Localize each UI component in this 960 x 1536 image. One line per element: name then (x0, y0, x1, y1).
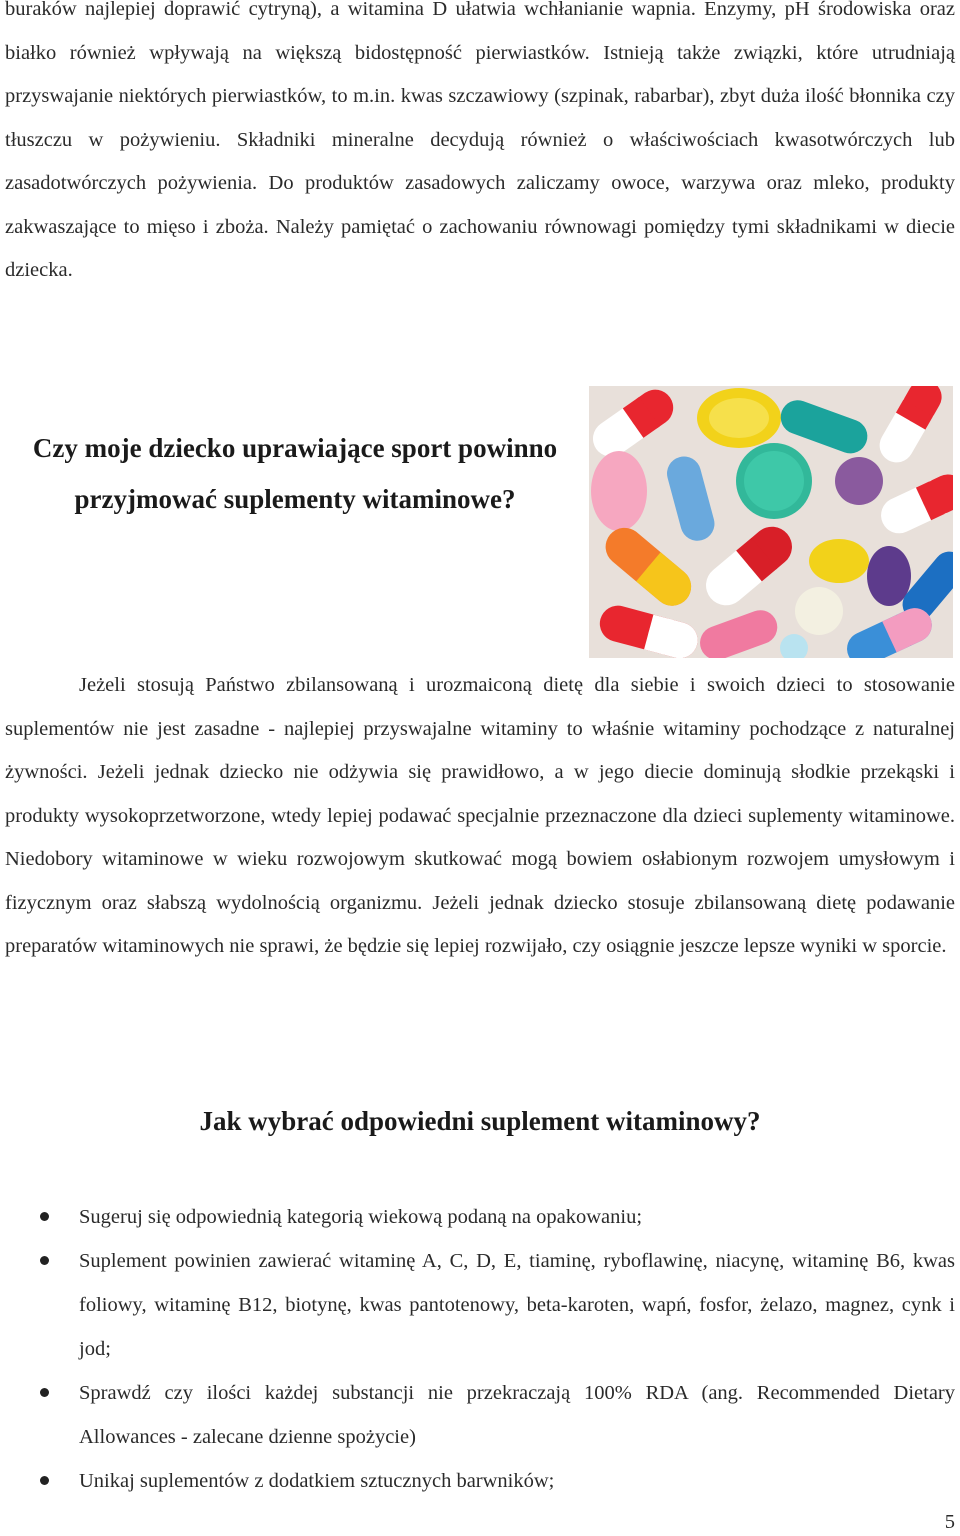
list-item-text: Sugeruj się odpowiednią kategorią wiekową podaną na opakowaniu; (79, 1206, 643, 1228)
section-heading-choose-supplement: Jak wybrać odpowiedni suplement witaminowy? (199, 1106, 761, 1136)
list-item (0, 1195, 955, 1239)
intro-paragraph: buraków najlepiej doprawić cytryną), a witamina D ułatwia wchłanianie wapnia. Enzymy, pH środowiska oraz białko również wpływają na większą bidostępność pierwiastków. Istnieją także związki, które utrudniają przyswajanie niektórych pierwiastków, to m.in. kwas szczawiowy (szpinak, rabarbar), zbyt duża ilość błonnika czy tłuszczu w pożywieniu. Składniki mineralne decydują również o właściwościach kwasotwórczych lub zasadotwórczych pożywienia. Do produktów zasadowych zaliczamy owoce, warzywa oraz mleko, produkty zakwaszające to mięso i zboża. Należy pamiętać o zachowaniu równowagi pomiędzy tymi składnikami w diecie dziecka. (5, 0, 955, 281)
bullet-icon (40, 1476, 49, 1485)
section-body-supplements: Jeżeli stosują Państwo zbilansowaną i urozmaiconą dietę dla siebie i swoich dzieci to stosowanie suplementów nie jest zasadne - najlepiej przyswajalne witaminy to właśnie witaminy pochodzące z naturalnej żywności. Jeżeli jednak dziecko nie odżywia się prawidłowo, a w jego diecie dominują słodkie przekąski i produkty wysokoprzetworzone, wtedy lepiej podawać specjalnie przeznaczone dla dzieci suplementy witaminowe. Niedobory witaminowe w wieku rozwojowym skutkować mogą bowiem osłabionym rozwojem umysłowym i fizycznym oraz słabszą wydolnością organizmu. Jeżeli jednak dziecko stosuje zbilansowaną dietę podawanie preparatów witaminowych nie sprawi, że będzie się lepiej rozwijało, czy osiągnie jeszcze lepsze wyniki w sporcie. (5, 674, 955, 957)
supplement-tips-list (0, 1195, 955, 1503)
list-item (0, 1371, 955, 1459)
bullet-icon (40, 1212, 49, 1221)
bullet-icon (40, 1256, 49, 1265)
list-item-text: Sprawdź czy ilości każdej substancji nie przekraczają 100% RDA (ang. Recommended Dietary Allowances - zalecane dzienne spożycie) (79, 1382, 955, 1448)
bullet-icon (40, 1388, 49, 1397)
list-item-text: Unikaj suplementów z dodatkiem sztucznych barwników; (79, 1470, 555, 1492)
list-item (0, 1239, 955, 1371)
list-item-text: Suplement powinien zawierać witaminę A, C, D, E, tiaminę, ryboflawinę, niacynę, witaminę B6, kwas foliowy, witaminę B12, biotynę, kwas pantotenowy, beta-karoten, wapń, fosfor, żelazo, magnez, cynk i jod; (79, 1250, 955, 1360)
pills-photo (589, 386, 953, 658)
section-heading-supplements: Czy moje dziecko uprawiające sport powinno przyjmować suplementy witaminowe? (32, 433, 558, 514)
page-number: 5 (944, 1511, 955, 1533)
list-item (0, 1459, 955, 1503)
